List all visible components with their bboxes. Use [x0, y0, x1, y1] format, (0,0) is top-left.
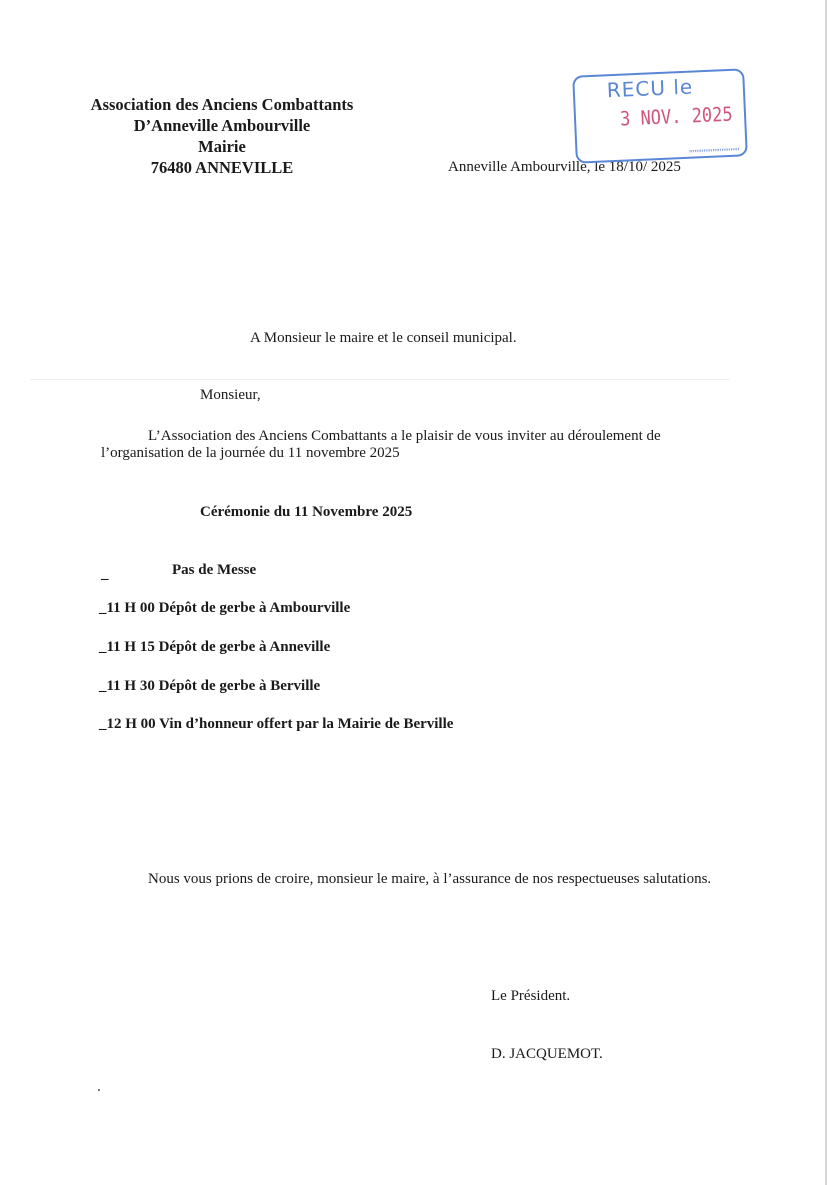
ceremony-title: Cérémonie du 11 Novembre 2025 — [200, 504, 413, 520]
stamp-date: 3 NOV. 2025 — [619, 103, 734, 132]
scan-artifact-line — [30, 379, 730, 380]
program-item: _11 H 00 Dépôt de gerbe à Ambourville — [99, 600, 351, 616]
sender-block — [64, 94, 380, 178]
sender-line-4: 76480 ANNEVILLE — [150, 158, 294, 177]
sender-line-1: Association des Anciens Combattants — [90, 95, 354, 114]
program-item: _11 H 15 Dépôt de gerbe à Anneville — [99, 639, 331, 655]
addressee-line: A Monsieur le maire et le conseil municipal. — [250, 330, 517, 346]
received-stamp — [572, 68, 748, 163]
sender-line-2: D’Anneville Ambourville — [133, 116, 311, 135]
closing-title: Le Président. — [491, 988, 571, 1004]
sender-line-3: Mairie — [198, 137, 246, 156]
intro-paragraph: L’Association des Anciens Combattants a le plaisir de vous inviter au déroulement de l’organisation de la journée du 11 novembre 2025 — [101, 428, 661, 461]
program-dash: _ — [101, 566, 109, 582]
greeting: Monsieur, — [200, 387, 261, 403]
scan-speck — [98, 1089, 100, 1091]
stamp-dots-decoration: '''''''''''''''''''''''''''' — [689, 146, 740, 160]
program-messe-text: Pas de Messe — [172, 562, 257, 578]
stamp-label: RECU le — [606, 74, 694, 103]
signature-name: D. JACQUEMOT. — [491, 1046, 603, 1062]
program-item: _11 H 30 Dépôt de gerbe à Berville — [99, 678, 321, 694]
closing-paragraph: Nous vous prions de croire, monsieur le maire, à l’assurance de nos respectueuses salutations. — [148, 871, 712, 887]
place-date-line: Anneville Ambourville, le 18/10/ 2025 — [448, 159, 681, 175]
program-item: _12 H 00 Vin d’honneur offert par la Mairie de Berville — [99, 716, 454, 732]
